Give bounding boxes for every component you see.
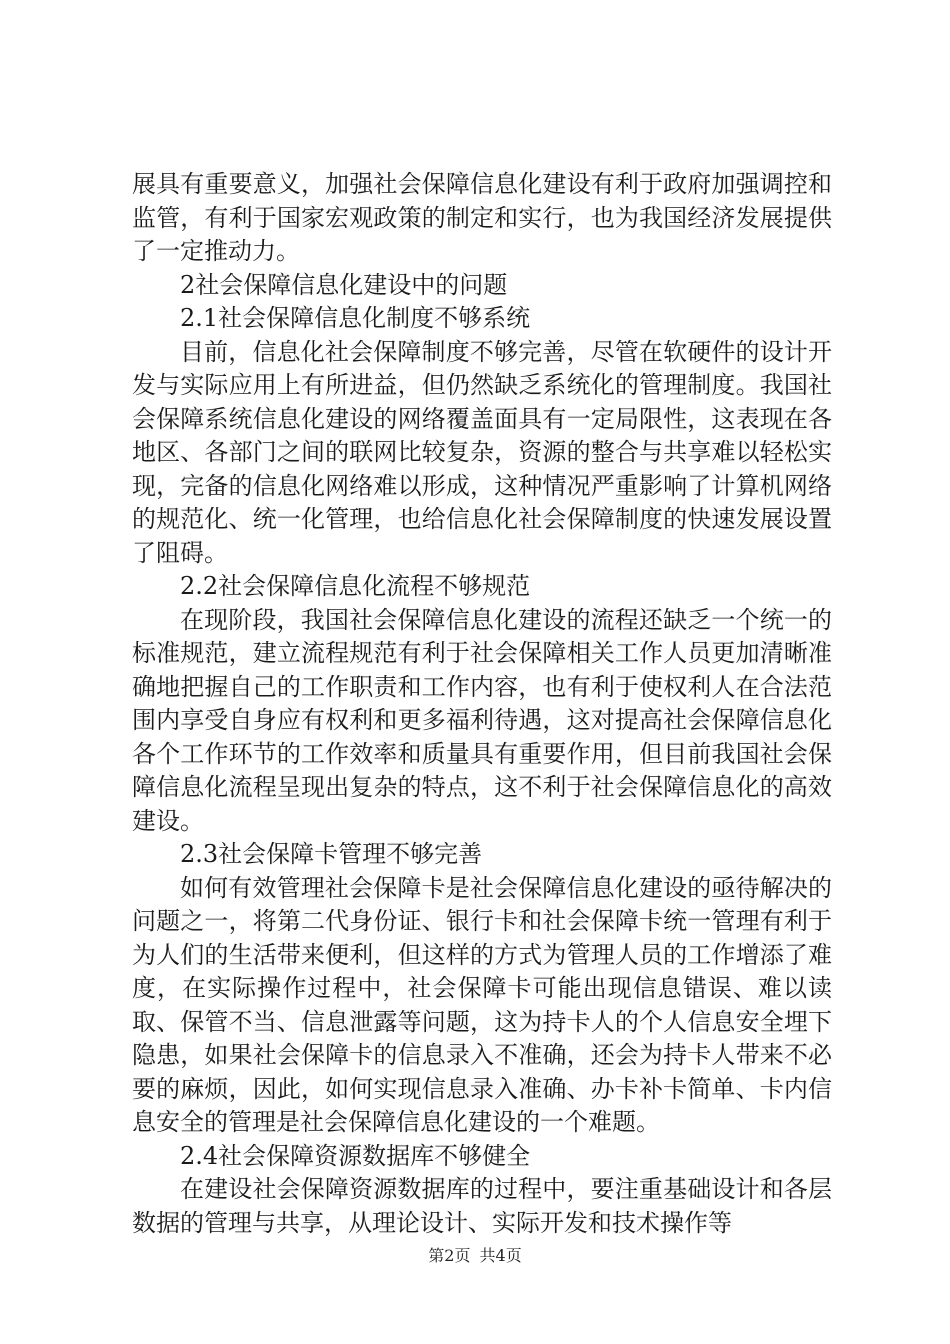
document-body [132, 168, 832, 1240]
subsection-heading: 2.4社会保障资源数据库不够健全 [180, 1141, 531, 1170]
body-paragraph: 如何有效管理社会保障卡是社会保障信息化建设的亟待解决的问题之一，将第二代身份证、银行卡和社会保障卡统一管理有利于为人们的生活带来便利，但这样的方式为管理人员的工作增添了难度，在实际操作过程中，社会保障卡可能出现信息错误、难以读取、保管不当、信息泄露等问题，这为持卡人的个人信息安全埋下隐患，如果社会保障卡的信息录入不准确，还会为持卡人带来不必要的麻烦，因此，如何实现信息录入准确、办卡补卡简单、卡内信息安全的管理是社会保障信息化建设的一个难题。 [132, 873, 832, 1136]
subsection-heading: 2.3社会保障卡管理不够完善 [180, 840, 483, 868]
subsection-heading: 2.1社会保障信息化制度不够系统 [180, 304, 531, 332]
page-total: 共4页 [479, 1246, 522, 1265]
subsection-heading: 2.2社会保障信息化流程不够规范 [180, 572, 531, 600]
paragraph-continuation: 展具有重要意义，加强社会保障信息化建设有利于政府加强调控和监管，有利于国家宏观政策的制定和实行，也为我国经济发展提供了一定推动力。 [132, 170, 832, 265]
page-footer [0, 1243, 950, 1266]
page-number: 第2页 [428, 1246, 471, 1265]
body-paragraph: 目前，信息化社会保障制度不够完善，尽管在软硬件的设计开发与实际应用上有所进益，但仍然缺乏系统化的管理制度。我国社会保障系统信息化建设的网络覆盖面具有一定局限性，这表现在各地区、各部门之间的联网比较复杂，资源的整合与共享难以轻松实现，完备的信息化网络难以形成，这种情况严重影响了计算机网络的规范化、统一化管理，也给信息化社会保障制度的快速发展设置了阻碍。 [132, 337, 832, 567]
body-paragraph: 在建设社会保障资源数据库的过程中，要注重基础设计和各层数据的管理与共享，从理论设计、实际开发和技术操作等 [132, 1175, 832, 1237]
body-paragraph: 在现阶段，我国社会保障信息化建设的流程还缺乏一个统一的标准规范，建立流程规范有利于社会保障相关工作人员更加清晰准确地把握自己的工作职责和工作内容，也有利于使权利人在合法范围内享受自身应有权利和更多福利待遇，这对提高社会保障信息化各个工作环节的工作效率和质量具有重要作用，但目前我国社会保障信息化流程呈现出复杂的特点，这不利于社会保障信息化的高效建设。 [132, 605, 832, 835]
section-heading: 2社会保障信息化建设中的问题 [180, 270, 508, 299]
